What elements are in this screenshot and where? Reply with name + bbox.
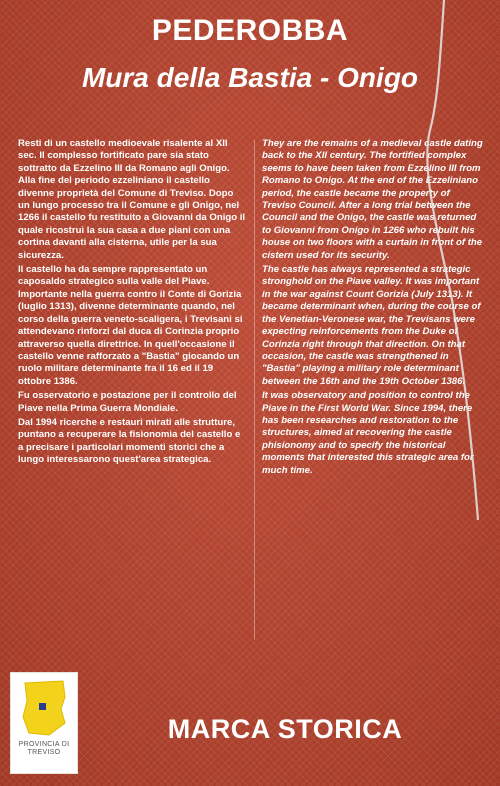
brand-title: MARCA STORICA bbox=[167, 714, 403, 744]
italian-paragraph: Dal 1994 ricerche e restauri mirati alle strutture, puntano a recuperare la fisionomia del castello e a precisare i particolari momenti storici che a lungo interessarono quest'area strategica. bbox=[18, 416, 241, 466]
italian-paragraph: Fu osservatorio e postazione per il controllo del Piave nella Prima Guerra Mondiale. bbox=[18, 390, 237, 414]
sign-title: PEDEROBBA bbox=[151, 14, 349, 47]
english-text-column bbox=[262, 138, 486, 479]
english-paragraph: It was observatory and position to control the Piave in the First World War. Since 1994, there has been researches and restoration to the structures, aimed at recovering the castle phisionomy and to specify the historical moments that interested this strategic area for much time. bbox=[262, 390, 474, 476]
italian-paragraph: Il castello ha da sempre rappresentato un caposaldo strategico sulla valle del Piave. Importante nella guerra contro il Conte di Gorizia (luglio 1313), divenne determinante quando, nel corso della guerra veneto-scaligera, i Trevisani si attendevano rinforzi dal duca di Corinzia proprio attraverso quella direttrice. In quell'occasione il castello venne rafforzato a "Bastia" giocando un ruolo militare determinante fra il 16 ed il 19 ottobre 1386. bbox=[18, 264, 243, 387]
italian-paragraph: Resti di un castello medioevale risalente al XII sec. Il complesso fortificato pare sia stato sottratto da Ezzelino III da Romano agli Onigo. Alla fine del periodo ezzeliniano il castello divenne proprietà del Comune di Treviso. Dopo un lungo processo tra il Comune e gli Onigo, nel 1266 il castello fu restituito a Giovanni da Onigo il quale ricostruì la sua casa a due piani con una cortina davanti alla cisterna, utile per la sua sicurezza. bbox=[18, 138, 246, 261]
sign-subtitle: Mura della Bastia - Onigo bbox=[81, 62, 419, 93]
logo-label: PROVINCIA DI TREVISO bbox=[18, 741, 70, 756]
english-paragraph: They are the remains of a medieval castle dating back to the XII century. The fortified complex seems to have been taken from Ezzelino III from Romano to Onigo. At the end of the Ezzeliniano period, the castle became the property of Treviso Council. After a long trial between the Council and the Onigo, the castle was returned to Giovanni from Onigo in 1266 who rebuilt his house on two floors with a curtain in front of the cistern used for its security. bbox=[262, 138, 483, 261]
italian-text-column bbox=[18, 138, 246, 469]
english-paragraph: The castle has always represented a strategic stronghold on the Piave valley. It was important in the war against Count Gorizia (July 1313). It became determinant when, during the course of the Venetian-Veronese war, the Trevisans were expecting reinforcements from the Duke of Corinzia right through that direction. On that occasion, the castle was strengthened in "Bastia" playing a military role determinant between the 16th and the 19th October 1386. bbox=[262, 264, 481, 387]
column-divider bbox=[254, 140, 255, 640]
map-emblem-icon bbox=[19, 679, 69, 739]
provincia-logo bbox=[10, 672, 78, 774]
